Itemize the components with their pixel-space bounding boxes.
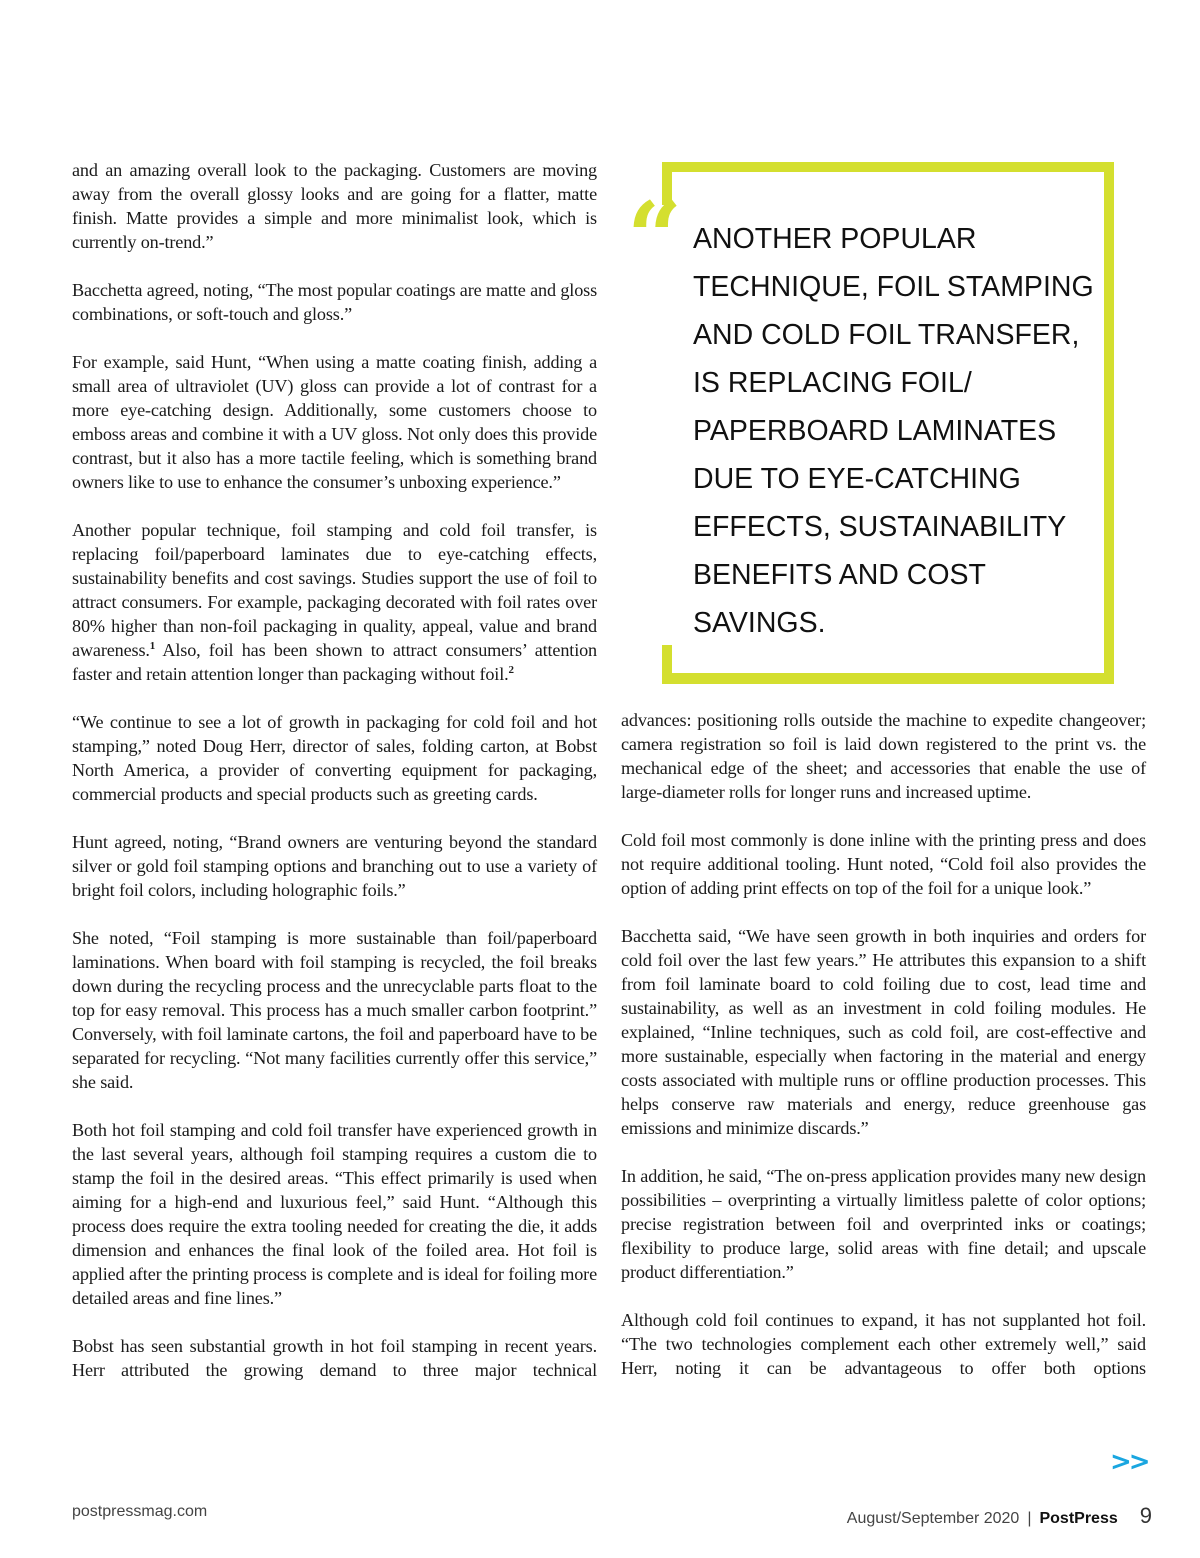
pull-quote-line: BENEFITS AND COST	[693, 559, 986, 591]
pull-quote	[693, 215, 1094, 647]
footer-separator: |	[1027, 1510, 1032, 1527]
paragraph-text: Another popular technique, foil stamping and cold foil transfer, is replacing foil/paperboard laminates due to eye-catching effects, sustainability benefits and cost savings. Studies support the use of foil to attract consumers. For example, packaging decorated with foil rates over 80% higher than non-foil packaging in quality, appeal, value and brand awareness.	[72, 520, 597, 660]
paragraph: Bobst has seen substantial growth in hot foil stamping in recent years. Herr attributed the growing demand to three major technical	[72, 1336, 597, 1380]
left-column	[72, 158, 597, 1406]
paragraph: In addition, he said, “The on-press application provides many new design possibilities – overprinting a virtually limitless palette of color options; precise registration between foil and overprinted inks or coatings; flexibility to produce large, solid areas with fine detail; and upscale product differentiation.”	[621, 1166, 1146, 1282]
paragraph: Cold foil most commonly is done inline with the printing press and does not require additional tooling. Hunt noted, “Cold foil also provides the option of adding print effects on top of the foil for a unique look.”	[621, 830, 1146, 898]
paragraph: Bacchetta agreed, noting, “The most popular coatings are matte and gloss combinations, or soft-touch and gloss.”	[72, 280, 597, 324]
paragraph: and an amazing overall look to the packaging. Customers are moving away from the overall glossy looks and are going for a flatter, matte finish. Matte provides a simple and more minimalist look, which is currently on-trend.”	[72, 160, 597, 252]
pull-quote-line: EFFECTS, SUSTAINABILITY	[693, 511, 1067, 543]
paragraph: Bacchetta said, “We have seen growth in both inquiries and orders for cold foil over the last few years.” He attributes this expansion to a shift from foil laminate board to cold foiling due to cost, lead time and sustainability, as well as an investment in cold foiling modules. He explained, “Inline techniques, such as cold foil, are cost-effective and more sustainable, especially when factoring in the material and energy costs associated with multiple runs or offline production processes. This helps conserve raw materials and energy, reduce greenhouse gas emissions and minimize discards.”	[621, 926, 1146, 1138]
paragraph: “We continue to see a lot of growth in packaging for cold foil and hot stamping,” noted Doug Herr, director of sales, folding carton, at Bobst North America, a provider of converting equipment for packaging, commercial products and special products such as greeting cards.	[72, 712, 597, 804]
right-column	[621, 708, 1146, 1404]
quote-mark-icon: “	[627, 181, 677, 294]
brand-name: PostPress	[1039, 1510, 1118, 1527]
footer-site[interactable]: postpressmag.com	[72, 1503, 208, 1520]
paragraph: Hunt agreed, noting, “Brand owners are venturing beyond the standard silver or gold foil stamping options and branching out to use a variety of bright foil colors, including holographic foils.”	[72, 832, 597, 900]
paragraph: Both hot foil stamping and cold foil transfer have experienced growth in the last several years, although foil stamping requires a custom die to stamp the foil in the desired areas. “This effect primarily is used when aiming for a high-end and luxurious feel,” said Hunt. “Although this process does require the extra tooling needed for creating the die, it adds dimension and enhances the final look of the foiled area. Hot foil is applied after the printing process is complete and is ideal for foiling more detailed areas and fine lines.”	[72, 1120, 597, 1308]
pull-quote-line: SAVINGS.	[693, 607, 826, 639]
issue-date: August/September 2020	[846, 1510, 1020, 1527]
footnote-ref: 1	[149, 639, 156, 652]
paragraph: Although cold foil continues to expand, it has not supplanted hot foil. “The two technologies complement each other extremely well,” said Herr, noting it can be advantageous to offer both options	[621, 1310, 1146, 1378]
pull-quote-line: IS REPLACING FOIL/	[693, 367, 972, 399]
paragraph: She noted, “Foil stamping is more sustainable than foil/paperboard laminations. When board with foil stamping is recycled, the foil breaks down during the recycling process and the unrecyclable parts float to the top for easy removal. This process has a much smaller carbon footprint.” Conversely, with foil laminate cartons, the foil and paperboard have to be separated for recycling. “Not many facilities currently offer this service,” she said.	[72, 928, 597, 1092]
pull-quote-line: ANOTHER POPULAR	[693, 223, 977, 255]
pull-quote-line: PAPERBOARD LAMINATES	[693, 415, 1057, 447]
page-number: 9	[1139, 1503, 1152, 1528]
paragraph: advances: positioning rolls outside the machine to expedite changeover; camera registration so foil is laid down registered to the print vs. the mechanical edge of the sheet; and accessories that enable the use of large-diameter rolls for longer runs and increased uptime.	[621, 710, 1146, 802]
paragraph	[72, 518, 597, 686]
paragraph-text: Also, foil has been shown to attract consumers’ attention faster and retain attention longer than packaging without foil.	[72, 640, 597, 684]
footer-issue	[847, 1503, 1152, 1529]
continue-arrow-icon[interactable]: >>	[1110, 1447, 1148, 1477]
pull-quote-line: AND COLD FOIL TRANSFER,	[693, 319, 1080, 351]
footnote-ref: 2	[508, 663, 514, 676]
pull-quote-line: DUE TO EYE-CATCHING	[693, 463, 1021, 495]
paragraph: For example, said Hunt, “When using a matte coating finish, adding a small area of ultraviolet (UV) gloss can provide a lot of contrast for a more eye-catching design. Additionally, some customers choose to emboss areas and combine it with a UV gloss. Not only does this provide contrast, but it also has a more tactile feeling, which is something brand owners like to use to enhance the consumer’s unboxing experience.”	[72, 352, 597, 492]
pull-quote-line: TECHNIQUE, FOIL STAMPING	[693, 271, 1094, 303]
